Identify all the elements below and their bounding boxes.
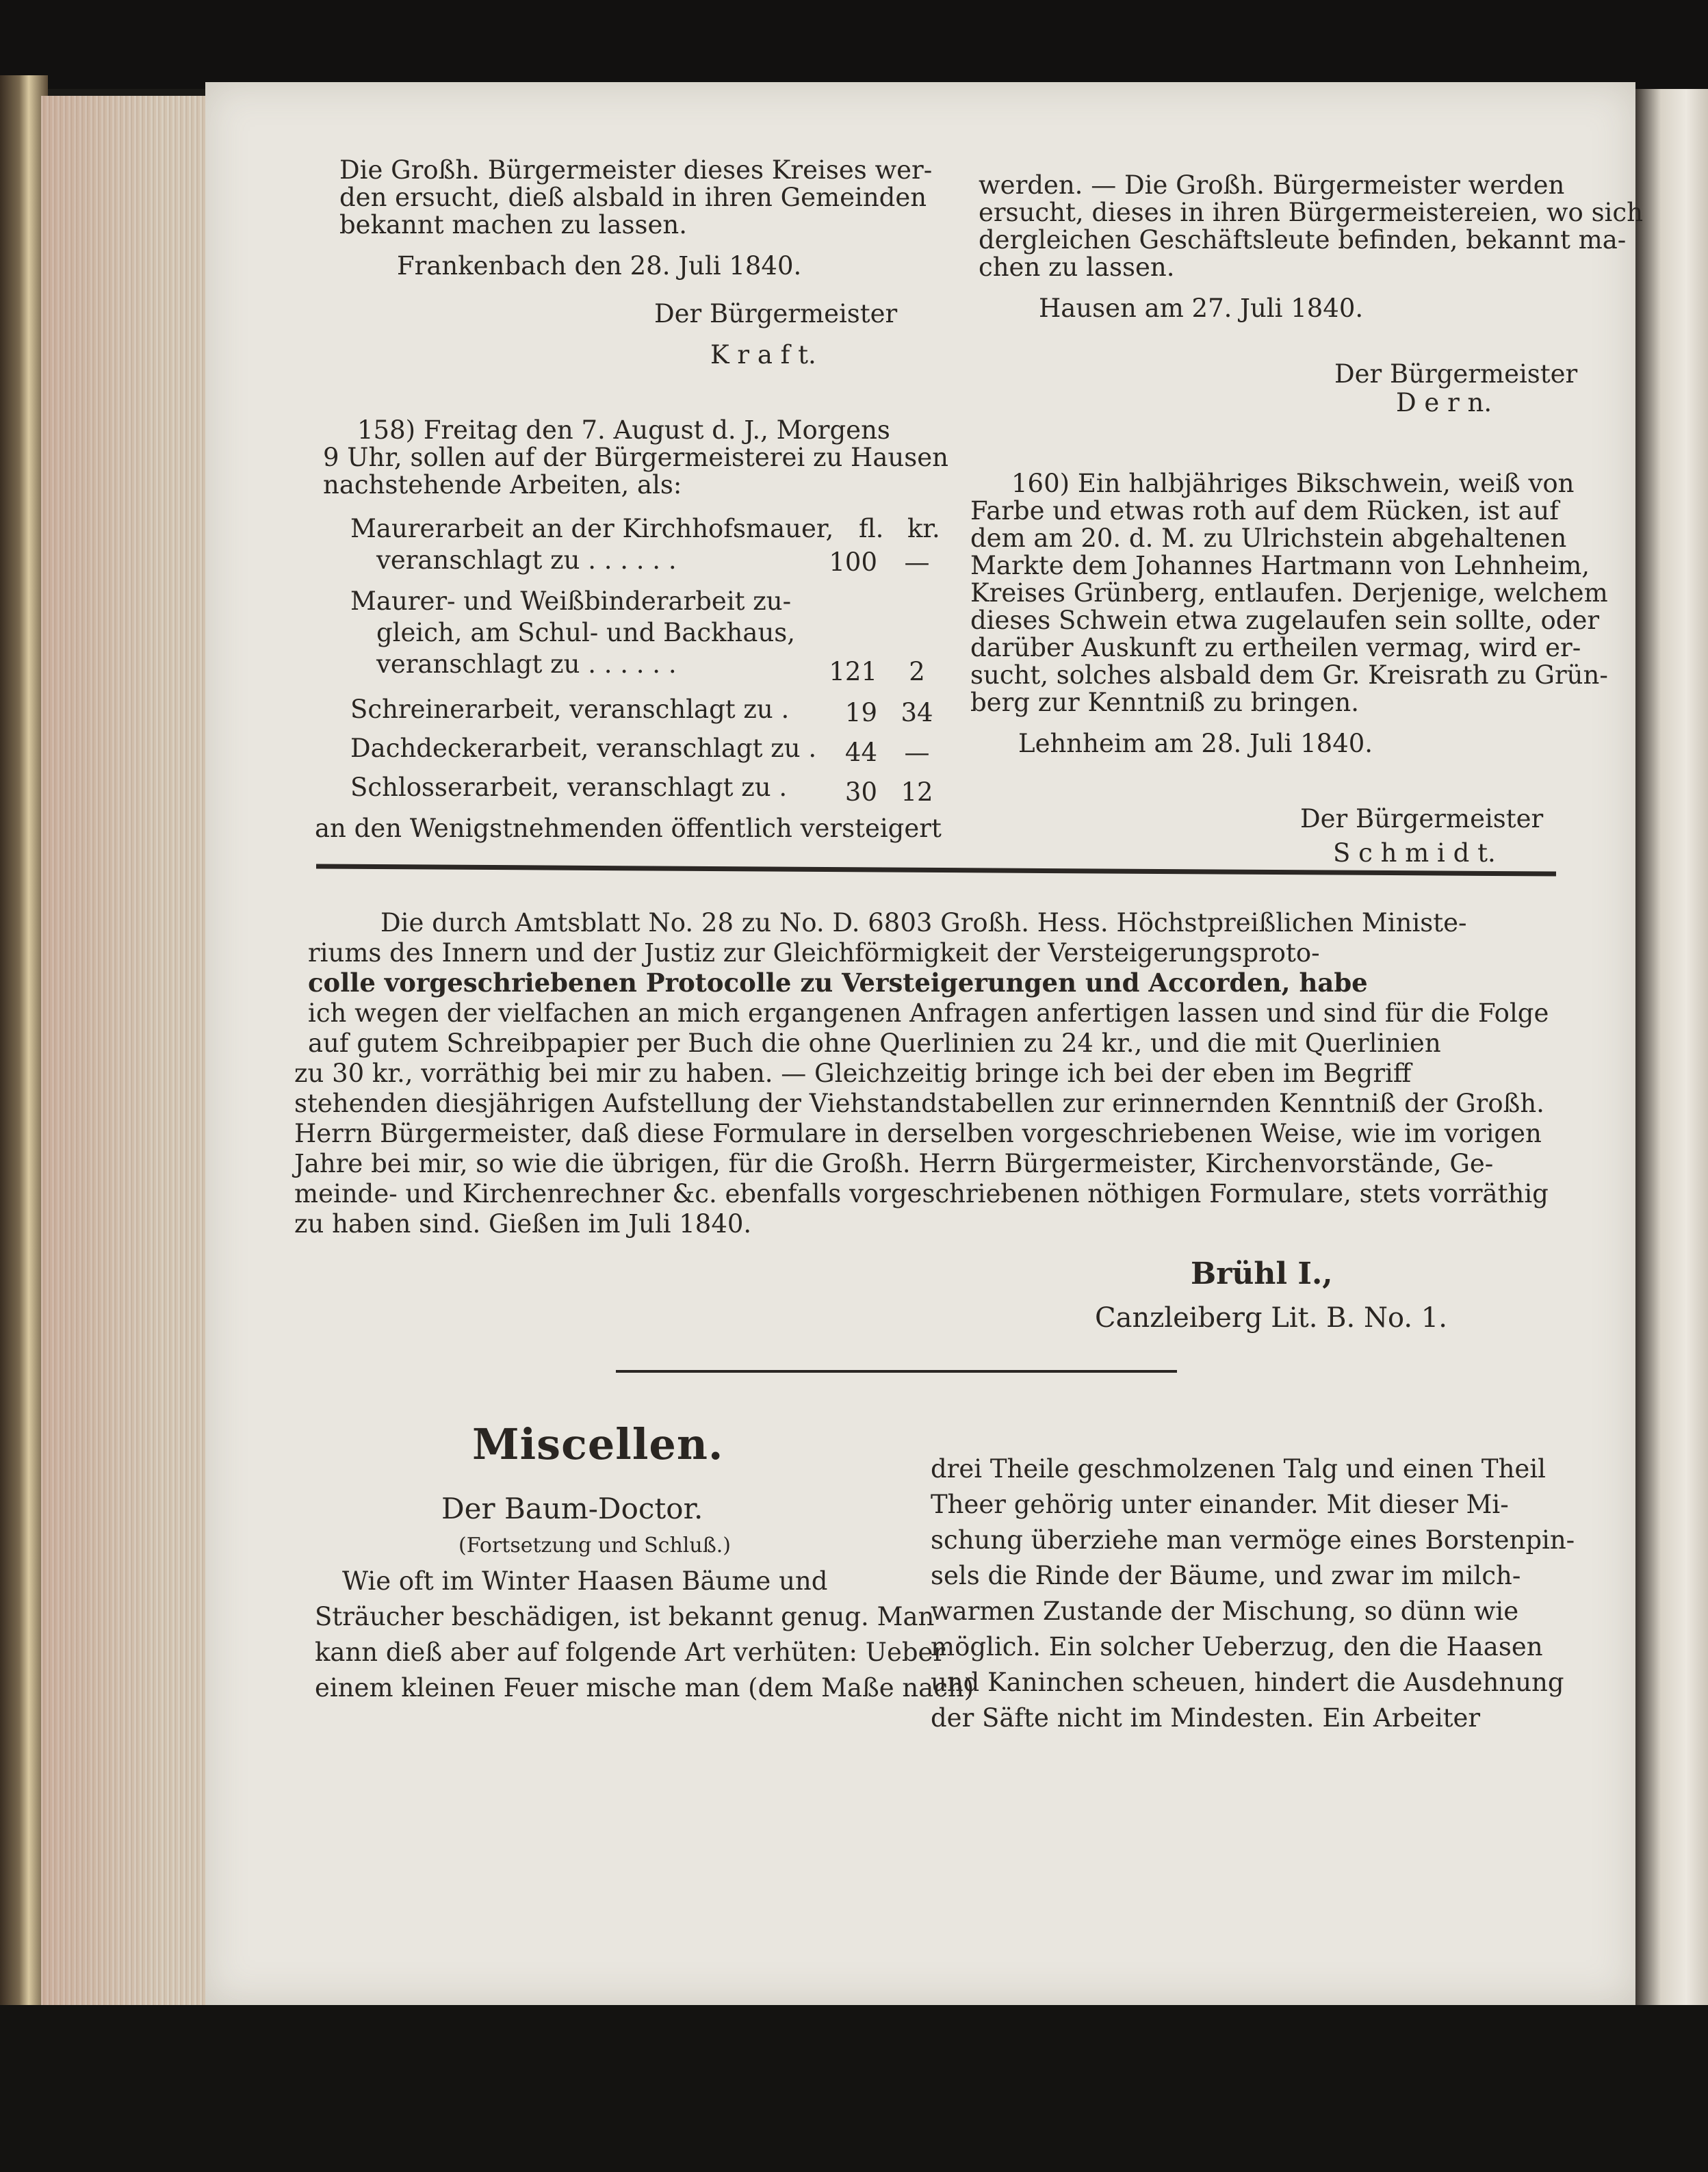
signatory-name: D e r n.: [1396, 388, 1492, 417]
item-fl: 30: [844, 777, 877, 807]
text-line: und Kaninchen scheuen, hindert die Ausdehnung: [931, 1668, 1564, 1697]
text-line: stehenden diesjährigen Aufstellung der Viehstandstabellen zur erinnernden Kenntniß der Großh.: [294, 1089, 1544, 1118]
text-line: zu 30 kr., vorräthig bei mir zu haben. — Gleichzeitig bringe ich bei der eben im Begriff: [294, 1059, 1412, 1088]
text-line: berg zur Kenntniß zu bringen.: [970, 688, 1359, 717]
text-line: den ersucht, dieß alsbald in ihren Gemeinden: [339, 183, 927, 212]
text-line: Sträucher beschädigen, ist bekannt genug. Man: [315, 1602, 935, 1631]
item-line: Maurer- und Weißbinderarbeit zu-: [350, 586, 792, 616]
text-line: dergleichen Geschäftsleute befinden, bekannt ma-: [979, 225, 1627, 255]
text-line: Farbe und etwas roth auf dem Rücken, ist auf: [970, 496, 1559, 526]
document-page: [205, 82, 1643, 2005]
text-line: riums des Innern und der Justiz zur Gleichförmigkeit der Versteigerungsproto-: [308, 938, 1320, 968]
text-line: nachstehende Arbeiten, als:: [323, 470, 682, 500]
text-line: darüber Auskunft zu ertheilen vermag, wird er-: [970, 633, 1581, 662]
text-line: zu haben sind. Gießen im Juli 1840.: [294, 1209, 752, 1239]
text-line: Theer gehörig unter einander. Mit dieser Mi-: [931, 1490, 1509, 1519]
text-line: ich wegen der vielfachen an mich ergangenen Anfragen anfertigen lassen und sind für die Folge: [308, 998, 1549, 1028]
text-line: 9 Uhr, sollen auf der Bürgermeisterei zu Hausen: [323, 443, 948, 472]
item-kr: —: [904, 738, 930, 767]
place-date: Lehnheim am 28. Juli 1840.: [1018, 729, 1373, 758]
item-line: Schlosserarbeit, veranschlagt zu .: [350, 773, 788, 802]
page-edges: [41, 96, 214, 2005]
signatory-title: Der Bürgermeister: [1300, 804, 1544, 833]
adjacent-page-edge: [1635, 89, 1708, 2005]
text-line: drei Theile geschmolzenen Talg und einen Theil: [931, 1454, 1546, 1484]
text-line: einem kleinen Feuer mische man (dem Maße nach): [315, 1673, 974, 1703]
section-heading: Miscellen.: [472, 1419, 724, 1469]
signature-name: Brühl I.,: [1191, 1256, 1333, 1291]
text-line: dem am 20. d. M. zu Ulrichstein abgehaltenen: [970, 523, 1567, 553]
article-title: Der Baum-Doctor.: [441, 1492, 703, 1525]
signatory-title: Der Bürgermeister: [1334, 359, 1578, 389]
text-line: chen zu lassen.: [979, 253, 1175, 282]
article-subtitle: (Fortsetzung und Schluß.): [458, 1534, 731, 1557]
place-date: Hausen am 27. Juli 1840.: [1039, 294, 1364, 323]
item-kr: 34: [901, 698, 933, 727]
item-line: Maurerarbeit an der Kirchhofsmauer,: [350, 514, 834, 543]
text-line: warmen Zustande der Mischung, so dünn wie: [931, 1596, 1519, 1626]
short-divider: [616, 1370, 1177, 1373]
item-fl: 19: [844, 698, 877, 727]
item-line: Dachdeckerarbeit, veranschlagt zu .: [350, 734, 817, 763]
item-line: veranschlagt zu . . . . . .: [376, 545, 677, 575]
item-fl: 100: [829, 547, 877, 577]
signature-address: Canzleiberg Lit. B. No. 1.: [1095, 1302, 1447, 1334]
signatory-name: K r a f t.: [710, 340, 816, 370]
text-line: werden. — Die Großh. Bürgermeister werden: [979, 170, 1565, 200]
text-line: meinde- und Kirchenrechner &c. ebenfalls vorgeschriebenen nöthigen Formulare, stets vorräthig: [294, 1179, 1549, 1208]
text-line: colle vorgeschriebenen Protocolle zu Versteigerungen und Accorden, habe: [308, 968, 1368, 998]
place-date: Frankenbach den 28. Juli 1840.: [397, 251, 802, 281]
column-header-fl: fl.: [859, 514, 884, 543]
text-line: Herrn Bürgermeister, daß diese Formulare in derselben vorgeschriebenen Weise, wie im vorigen: [294, 1119, 1542, 1148]
text-line: Wie oft im Winter Haasen Bäume und: [342, 1566, 828, 1596]
text-line: Markte dem Johannes Hartmann von Lehnheim,: [970, 551, 1590, 580]
text-line: ersucht, dieses in ihren Bürgermeistereien, wo sich: [979, 198, 1643, 227]
text-line: sels die Rinde der Bäume, und zwar im milch-: [931, 1561, 1521, 1590]
item-fl: 44: [844, 738, 877, 767]
top-background: [0, 0, 1708, 89]
text-line: bekannt machen zu lassen.: [339, 210, 687, 240]
text-line: Die Großh. Bürgermeister dieses Kreises wer-: [339, 155, 933, 185]
text-line: Die durch Amtsblatt No. 28 zu No. D. 6803 Großh. Hess. Höchstpreißlichen Ministe-: [380, 908, 1467, 938]
item-kr: 2: [909, 657, 925, 686]
text-line: sucht, solches alsbald dem Gr. Kreisrath zu Grün-: [970, 660, 1608, 690]
text-line: Jahre bei mir, so wie die übrigen, für die Großh. Herrn Bürgermeister, Kirchenvorstände, Ge-: [294, 1149, 1494, 1178]
text-line: an den Wenigstnehmenden öffentlich versteigert: [315, 814, 942, 843]
item-fl: 121: [829, 657, 877, 686]
text-line: der Säfte nicht im Mindesten. Ein Arbeiter: [931, 1703, 1481, 1733]
text-line: 158) Freitag den 7. August d. J., Morgens: [357, 415, 890, 445]
item-line: gleich, am Schul- und Backhaus,: [376, 618, 796, 647]
text-line: kann dieß aber auf folgende Art verhüten: Ueber: [315, 1638, 946, 1667]
signatory-title: Der Bürgermeister: [654, 299, 898, 328]
item-kr: 12: [901, 777, 933, 807]
item-line: Schreinerarbeit, veranschlagt zu .: [350, 695, 790, 724]
text-line: möglich. Ein solcher Ueberzug, den die Haasen: [931, 1632, 1543, 1662]
signatory-name: S c h m i d t.: [1333, 838, 1496, 868]
text-line: 160) Ein halbjähriges Bikschwein, weiß von: [1011, 469, 1575, 498]
column-header-kr: kr.: [907, 514, 940, 543]
text-line: schung überziehe man vermöge eines Borstenpin-: [931, 1525, 1575, 1555]
text-line: dieses Schwein etwa zugelaufen sein sollte, oder: [970, 606, 1600, 635]
text-line: auf gutem Schreibpapier per Buch die ohne Querlinien zu 24 kr., und die mit Querlinien: [308, 1029, 1441, 1058]
bottom-background: [0, 2005, 1708, 2172]
item-line: veranschlagt zu . . . . . .: [376, 649, 677, 679]
item-kr: —: [904, 547, 930, 577]
text-line: Kreises Grünberg, entlaufen. Derjenige, welchem: [970, 578, 1608, 608]
